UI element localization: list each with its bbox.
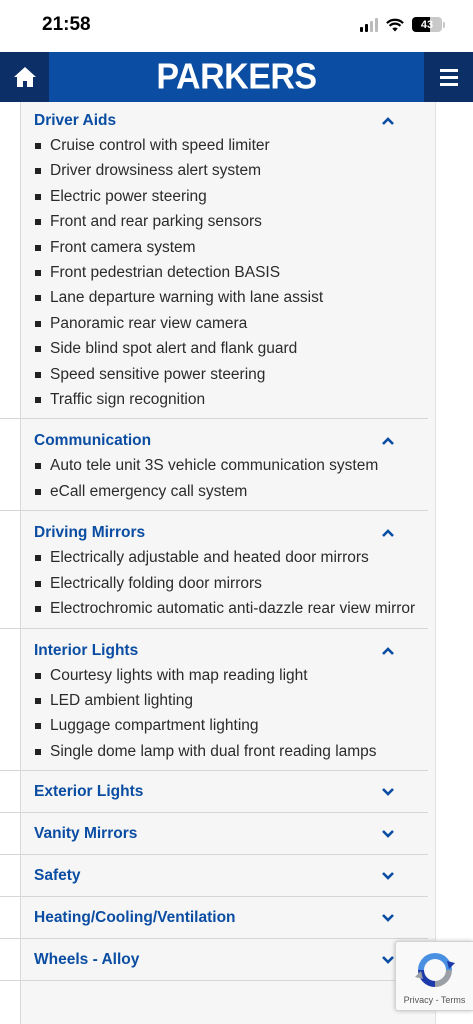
spec-content — [0, 102, 473, 1024]
menu-button[interactable] — [424, 52, 473, 102]
chevron-up-icon[interactable] — [381, 114, 395, 128]
feature-item: Cruise control with speed limiter — [34, 133, 420, 158]
feature-list — [34, 453, 420, 510]
spec-section — [0, 511, 428, 628]
status-icons — [360, 17, 445, 32]
section-title: Driving Mirrors — [34, 524, 146, 542]
feature-item: Courtesy lights with map reading light — [34, 663, 420, 688]
wifi-icon — [386, 18, 404, 32]
feature-item: Traffic sign recognition — [34, 387, 420, 412]
feature-item: Auto tele unit 3S vehicle communication system — [34, 453, 420, 478]
feature-item: Side blind spot alert and flank guard — [34, 336, 420, 361]
feature-item: Front pedestrian detection BASIS — [34, 260, 420, 285]
section-header[interactable] — [34, 521, 420, 545]
section-title: Communication — [34, 432, 152, 450]
spec-section — [0, 107, 428, 419]
section-header[interactable] — [34, 906, 420, 930]
spec-section — [0, 771, 428, 813]
site-header — [0, 52, 473, 102]
section-header[interactable] — [34, 864, 420, 888]
feature-item: Luggage compartment lighting — [34, 713, 420, 738]
feature-item: Electrochromic automatic anti-dazzle rear view mirror — [34, 596, 420, 621]
chevron-down-icon[interactable] — [381, 953, 395, 967]
feature-item: Panoramic rear view camera — [34, 311, 420, 336]
section-header[interactable] — [34, 948, 420, 972]
spec-section — [0, 855, 428, 897]
feature-item: Lane departure warning with lane assist — [34, 285, 420, 310]
cellular-signal-icon — [360, 18, 378, 32]
section-title: Exterior Lights — [34, 782, 144, 800]
feature-list — [34, 545, 420, 627]
spec-section — [0, 629, 428, 772]
feature-item: LED ambient lighting — [34, 688, 420, 713]
feature-item: Single dome lamp with dual front reading lamps — [34, 739, 420, 764]
section-header[interactable] — [34, 639, 420, 663]
recaptcha-icon — [414, 949, 456, 991]
spec-section — [0, 419, 428, 511]
feature-item: Driver drowsiness alert system — [34, 158, 420, 183]
section-title: Wheels - Alloy — [34, 950, 140, 968]
chevron-down-icon[interactable] — [381, 911, 395, 925]
feature-list — [34, 663, 420, 771]
chevron-down-icon[interactable] — [381, 827, 395, 841]
section-header[interactable] — [34, 109, 420, 133]
section-title: Vanity Mirrors — [34, 824, 138, 842]
feature-item: Front and rear parking sensors — [34, 209, 420, 234]
chevron-down-icon[interactable] — [381, 869, 395, 883]
status-bar — [0, 0, 473, 52]
section-header[interactable] — [34, 822, 420, 846]
battery-level: 43 — [420, 18, 434, 31]
status-time: 21:58 — [42, 14, 91, 35]
section-title: Safety — [34, 866, 81, 884]
chevron-down-icon[interactable] — [381, 785, 395, 799]
feature-item: Electrically adjustable and heated door mirrors — [34, 545, 420, 570]
feature-item: eCall emergency call system — [34, 479, 420, 504]
hamburger-icon — [440, 69, 458, 86]
section-title: Interior Lights — [34, 641, 139, 659]
feature-item: Speed sensitive power steering — [34, 362, 420, 387]
section-header[interactable] — [34, 780, 420, 804]
parkers-logo[interactable]: PARKERS — [156, 56, 317, 97]
home-icon — [13, 66, 37, 88]
spec-section — [0, 897, 428, 939]
section-header[interactable] — [34, 429, 420, 453]
feature-item: Front camera system — [34, 235, 420, 260]
feature-list — [34, 133, 420, 418]
feature-item: Electric power steering — [34, 184, 420, 209]
spec-section — [0, 813, 428, 855]
recaptcha-badge[interactable] — [395, 941, 473, 1011]
home-button[interactable] — [0, 52, 49, 102]
chevron-up-icon[interactable] — [381, 526, 395, 540]
battery-icon — [412, 17, 442, 32]
chevron-up-icon[interactable] — [381, 644, 395, 658]
recaptcha-links[interactable]: Privacy - Terms — [403, 995, 466, 1005]
section-title: Heating/Cooling/Ventilation — [34, 908, 236, 926]
spec-section — [0, 939, 428, 981]
section-title: Driver Aids — [34, 112, 117, 129]
chevron-up-icon[interactable] — [381, 434, 395, 448]
feature-item: Electrically folding door mirrors — [34, 571, 420, 596]
